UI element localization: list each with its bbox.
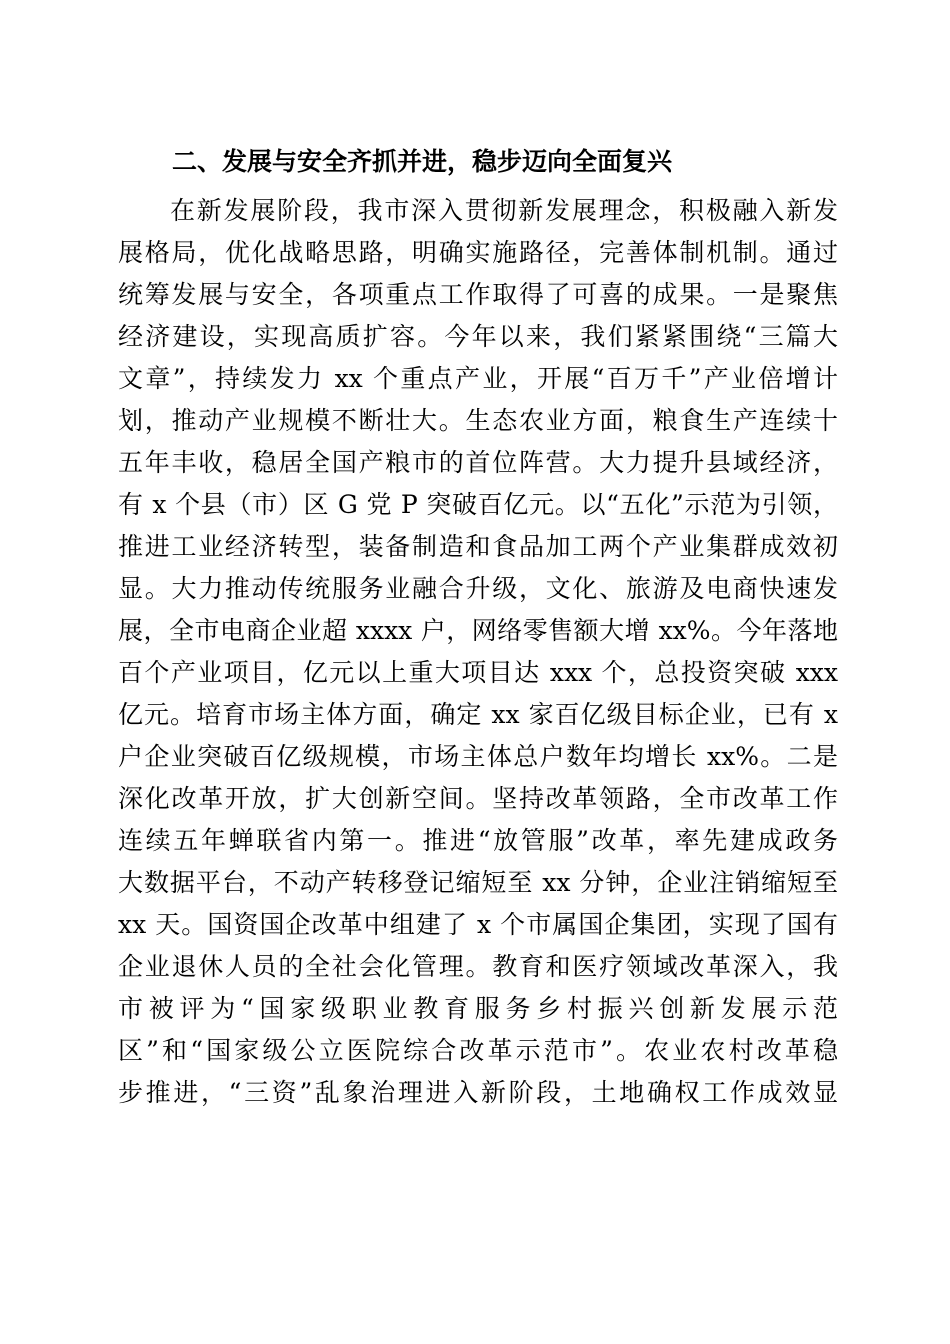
paragraph-line: 百个产业项目，亿元以上重大项目达 xxx 个，总投资突破 xxx xyxy=(118,658,838,687)
paragraph-line: 连续五年蝉联省内第一。推进“放管服”改革，率先建成政务 xyxy=(118,826,838,855)
paragraph-line: 步推进，“三资”乱象治理进入新阶段，土地确权工作成效显 xyxy=(118,1078,838,1107)
body-paragraph xyxy=(118,190,838,1114)
paragraph-line: 深化改革开放，扩大创新空间。坚持改革领路，全市改革工作 xyxy=(118,784,838,813)
paragraph-line: 在新发展阶段，我市深入贯彻新发展理念，积极融入新发 xyxy=(170,196,838,225)
section-heading: 二、发展与安全齐抓并进，稳步迈向全面复兴 xyxy=(172,147,673,176)
paragraph-line: 五年丰收，稳居全国产粮市的首位阵营。大力提升县域经济， xyxy=(118,448,838,477)
paragraph-line: 市被评为“国家级职业教育服务乡村振兴创新发展示范 xyxy=(118,994,838,1023)
paragraph-line: 显。大力推动传统服务业融合升级，文化、旅游及电商快速发 xyxy=(118,574,838,603)
paragraph-line: 推进工业经济转型，装备制造和食品加工两个产业集群成效初 xyxy=(118,532,838,561)
paragraph-line: 区”和“国家级公立医院综合改革示范市”。农业农村改革稳 xyxy=(118,1036,838,1065)
paragraph-line: 大数据平台，不动产转移登记缩短至 xx 分钟，企业注销缩短至 xyxy=(118,868,838,897)
paragraph-line: xx 天。国资国企改革中组建了 x 个市属国企集团，实现了国有 xyxy=(118,910,838,939)
paragraph-line: 户企业突破百亿级规模，市场主体总户数年均增长 xx%。二是 xyxy=(118,742,838,771)
paragraph-line: 文章”，持续发力 xx 个重点产业，开展“百万千”产业倍增计 xyxy=(118,364,838,393)
paragraph-line: 亿元。培育市场主体方面，确定 xx 家百亿级目标企业，已有 x xyxy=(118,700,838,729)
paragraph-line: 统筹发展与安全，各项重点工作取得了可喜的成果。一是聚焦 xyxy=(118,280,838,309)
paragraph-line: 展格局，优化战略思路，明确实施路径，完善体制机制。通过 xyxy=(118,238,838,267)
paragraph-line: 有 x 个县（市）区 G 党 P 突破百亿元。以“五化”示范为引领， xyxy=(118,490,838,519)
paragraph-line: 展，全市电商企业超 xxxx 户，网络零售额大增 xx%。今年落地 xyxy=(118,616,838,645)
paragraph-line: 经济建设，实现高质扩容。今年以来，我们紧紧围绕“三篇大 xyxy=(118,322,838,351)
paragraph-line: 企业退休人员的全社会化管理。教育和医疗领域改革深入，我 xyxy=(118,952,838,981)
paragraph-line: 划，推动产业规模不断壮大。生态农业方面，粮食生产连续十 xyxy=(118,406,838,435)
